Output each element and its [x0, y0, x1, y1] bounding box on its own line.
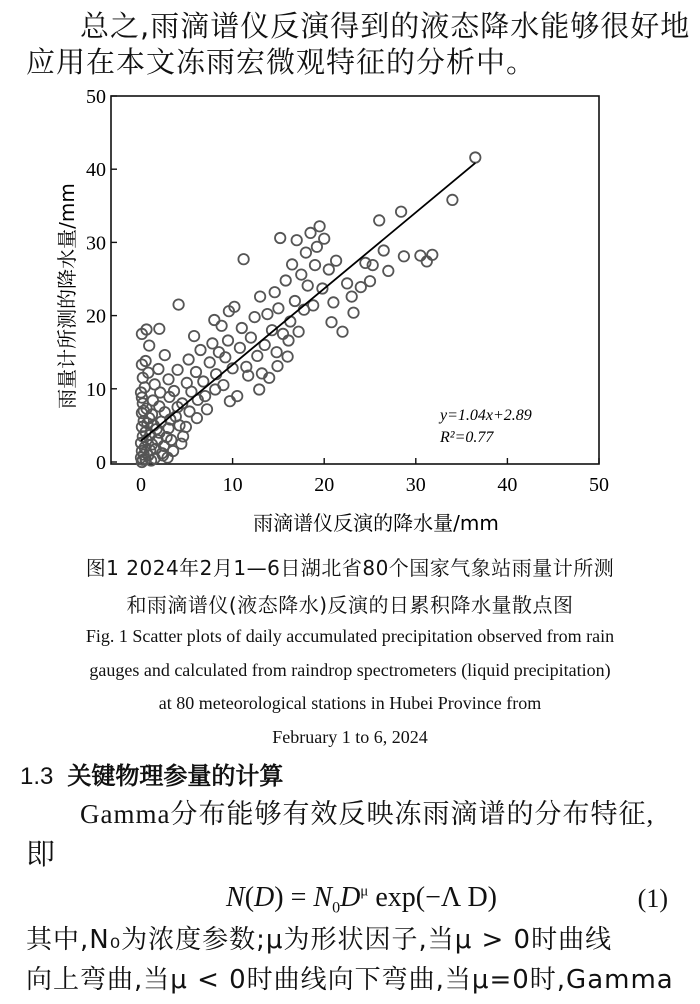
scatter-point — [360, 258, 370, 268]
scatter-point — [209, 315, 219, 325]
scatter-point — [202, 404, 212, 414]
scatter-point — [216, 321, 226, 331]
scatter-point — [273, 303, 283, 313]
scatter-point — [189, 331, 199, 341]
scatter-point — [328, 297, 338, 307]
x-tick-label: 50 — [589, 474, 609, 496]
scatter-point — [292, 235, 302, 245]
scatter-point — [210, 384, 220, 394]
scatter-point — [399, 251, 409, 261]
scatter-point — [296, 269, 306, 279]
x-tick-label: 0 — [136, 474, 146, 496]
eq-symbol: N — [226, 882, 245, 913]
y-tick-label: 30 — [86, 232, 106, 255]
eq-symbol: 0 — [332, 899, 341, 917]
scatter-point — [153, 364, 163, 374]
scatter-point — [254, 384, 264, 394]
paragraph-line: Gamma分布能够有效反映冻雨滴谱的分布特征, — [80, 799, 655, 829]
eq-symbol: N — [313, 882, 333, 913]
scatter-point — [326, 317, 336, 327]
scatter-point — [255, 291, 265, 301]
scatter-point — [235, 343, 245, 353]
scatter-point — [144, 340, 154, 350]
scatter-point — [368, 260, 378, 270]
scatter-point — [290, 296, 300, 306]
scatter-point — [246, 332, 256, 342]
scatter-point — [238, 254, 248, 264]
scatter-point — [181, 422, 191, 432]
section-number: 1.3 — [20, 763, 54, 790]
scatter-point — [278, 329, 288, 339]
scatter-point — [272, 361, 282, 371]
scatter-point — [422, 256, 432, 266]
scatter-point — [383, 266, 393, 276]
scatter-point — [331, 256, 341, 266]
x-axis-label: 雨滴谱仪反演的降水量/mm — [253, 511, 499, 535]
eq-symbol: D — [340, 882, 361, 913]
scatter-point — [415, 250, 425, 260]
scatter-point — [287, 259, 297, 269]
paragraph-line: 总之,雨滴谱仪反演得到的液态降水能够很好地 — [80, 9, 691, 43]
scatter-point — [225, 396, 235, 406]
eq-symbol: D — [254, 882, 275, 913]
scatter-point — [270, 287, 280, 297]
paragraph-line: 向上弯曲,当μ < 0时曲线向下弯曲,当μ=0时,Gamma — [26, 965, 674, 995]
fit-equation: y=1.04x+2.89 — [440, 407, 532, 424]
x-tick-label: 10 — [222, 474, 243, 496]
scatter-point — [447, 195, 457, 205]
scatter-point — [324, 264, 334, 274]
x-tick-label: 20 — [314, 474, 335, 496]
scatter-point — [172, 365, 182, 375]
section-heading — [20, 756, 283, 791]
caption-cn-line: 图1 2024年2月1—6日湖北省80个国家气象站雨量计所测 — [85, 556, 615, 580]
scatter-point — [337, 327, 347, 337]
scatter-point — [176, 439, 186, 449]
caption-en-line: Fig. 1 Scatter plots of daily accumulated precipitation observed from rain — [85, 626, 615, 646]
scatter-point — [281, 275, 291, 285]
scatter-point — [205, 357, 215, 367]
scatter-point — [183, 354, 193, 364]
caption-en-line: gauges and calculated from raindrop spectrometers (liquid precipitation) — [89, 660, 611, 680]
scatter-point — [173, 299, 183, 309]
scatter-point — [237, 323, 247, 333]
paragraph-line: 其中,N₀为浓度参数;μ为形状因子,当μ > 0时曲线 — [26, 925, 613, 955]
equation-number: (1) — [637, 884, 668, 913]
scatter-point — [470, 152, 480, 162]
scatter-point — [293, 327, 303, 337]
eq-symbol: = — [283, 882, 314, 913]
scatter-point — [163, 374, 173, 384]
y-tick-label: 50 — [86, 86, 106, 108]
equation-body — [226, 882, 497, 918]
eq-symbol: ) — [274, 882, 284, 913]
scatter-point — [303, 280, 313, 290]
equation-1 — [0, 880, 700, 920]
scatter-point — [396, 207, 406, 217]
eq-symbol: ( — [244, 882, 255, 913]
y-tick-label: 40 — [86, 159, 106, 182]
scatter-chart — [0, 84, 700, 544]
y-tick-label: 0 — [96, 452, 106, 474]
paragraph-line: 应用在本文冻雨宏微观特征的分析中。 — [26, 45, 537, 79]
chart-svg — [0, 84, 700, 544]
fit-line — [141, 163, 475, 441]
y-axis-label: 雨量计所测的降水量/mm — [55, 183, 79, 409]
y-tick-label: 10 — [86, 378, 106, 401]
scatter-point — [305, 228, 315, 238]
scatter-point — [252, 351, 262, 361]
scatter-point — [249, 312, 259, 322]
section-title: 关键物理参量的计算 — [67, 762, 284, 790]
scatter-point — [283, 335, 293, 345]
paragraph-line: 即 — [26, 837, 57, 871]
scatter-point — [427, 250, 437, 260]
y-tick-label: 20 — [86, 305, 106, 328]
scatter-point — [154, 324, 164, 334]
scatter-point — [191, 367, 201, 377]
x-tick-label: 30 — [405, 474, 426, 496]
caption-cn-line: 和雨滴谱仪(液态降水)反演的日累积降水量散点图 — [126, 593, 574, 617]
scatter-point — [374, 215, 384, 225]
fit-r2: R²=0.77 — [440, 429, 494, 446]
scatter-point — [223, 335, 233, 345]
caption-en-line: February 1 to 6, 2024 — [272, 727, 428, 747]
scatter-point — [301, 247, 311, 257]
data-points — [136, 152, 481, 467]
scatter-point — [319, 234, 329, 244]
scatter-point — [379, 245, 389, 255]
scatter-point — [282, 351, 292, 361]
x-tick-label: 40 — [497, 474, 518, 496]
scatter-point — [262, 309, 272, 319]
caption-en-line: at 80 meteorological stations in Hubei Province from — [158, 693, 542, 713]
scatter-point — [310, 260, 320, 270]
scatter-point — [275, 233, 285, 243]
eq-symbol: exp(−Λ D) — [368, 882, 498, 913]
scatter-point — [342, 278, 352, 288]
scatter-point — [232, 391, 242, 401]
scatter-point — [195, 345, 205, 355]
scatter-point — [314, 221, 324, 231]
scatter-point — [348, 308, 358, 318]
scatter-point — [192, 413, 202, 423]
scatter-point — [271, 347, 281, 357]
scatter-point — [347, 291, 357, 301]
scatter-point — [365, 276, 375, 286]
eq-symbol: μ — [360, 883, 369, 900]
scatter-point — [160, 350, 170, 360]
